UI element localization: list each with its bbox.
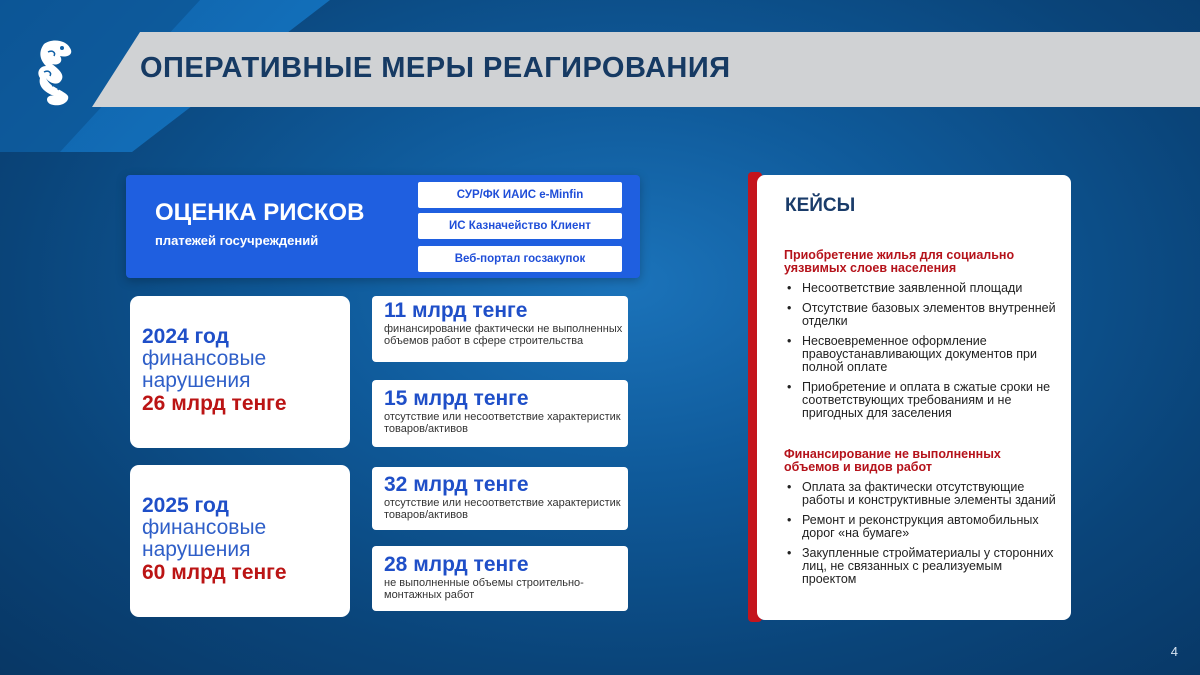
cases-title: КЕЙСЫ	[785, 195, 856, 216]
amount-desc: финансирование фактически не выполненных объемов работ в сфере строительства	[384, 323, 623, 347]
risk-assessment-box	[126, 175, 640, 278]
cases-panel	[757, 175, 1071, 620]
page-title: ОПЕРАТИВНЫЕ МЕРЫ РЕАГИРОВАНИЯ	[140, 52, 731, 84]
case-list	[785, 282, 1059, 420]
case-item: • Оплата за фактически отсутствующие работы и конструктивные элементы зданий	[785, 481, 1059, 507]
system-badge-treasury: ИС Казначейство Клиент	[418, 213, 622, 239]
year-label: 2025 год	[142, 494, 229, 517]
amount-card	[372, 380, 628, 447]
amount-value: 11 млрд тенге	[384, 299, 528, 322]
year-card-2025	[130, 465, 350, 617]
case-heading: Финансирование не выполненных объемов и видов работ	[784, 447, 1001, 474]
case-item: • Отсутствие базовых элементов внутренней отделки	[785, 302, 1059, 328]
system-badge-eminfin: СУР/ФК ИАИС e-Minfin	[418, 182, 622, 208]
case-heading: Приобретение жилья для социально уязвимых слоев населения	[784, 248, 1015, 275]
risk-subtitle: платежей госучреждений	[155, 233, 319, 248]
year-amount: 60 млрд тенге	[142, 561, 287, 584]
amount-desc: отсутствие или несоответствие характеристик товаров/активов	[384, 411, 621, 435]
page-number: 4	[1170, 644, 1178, 659]
snow-leopard-logo-icon	[30, 38, 80, 110]
year-desc: финансовые	[142, 347, 267, 370]
amount-card	[372, 467, 628, 530]
year-label: 2024 год	[142, 325, 229, 348]
amount-card	[372, 296, 628, 362]
year-card-2024	[130, 296, 350, 448]
risk-title: ОЦЕНКА РИСКОВ	[155, 199, 365, 226]
amount-value: 15 млрд тенге	[384, 387, 529, 410]
year-desc: нарушения	[142, 538, 251, 561]
year-desc: нарушения	[142, 369, 251, 392]
amount-value: 28 млрд тенге	[384, 553, 529, 576]
year-desc: финансовые	[142, 516, 267, 539]
case-item: • Приобретение и оплата в сжатые сроки не соответствующих требованиям и не пригодных для заселения	[785, 381, 1059, 420]
amount-value: 32 млрд тенге	[384, 473, 529, 496]
case-item: • Несоответствие заявленной площади	[785, 282, 1059, 295]
case-item: • Ремонт и реконструкция автомобильных дорог «на бумаге»	[785, 514, 1059, 540]
year-amount: 26 млрд тенге	[142, 392, 287, 415]
case-list	[785, 481, 1059, 586]
amount-card	[372, 546, 628, 611]
case-item: • Несвоевременное оформление правоустанавливающих документов при полной оплате	[785, 335, 1059, 374]
amount-desc: отсутствие или несоответствие характеристик товаров/активов	[384, 497, 621, 521]
amount-desc: не выполненные объемы строительно-монтажных работ	[384, 577, 584, 601]
system-badge-procurement: Веб-портал госзакупок	[418, 246, 622, 272]
case-item: • Закупленные стройматериалы у сторонних лиц, не связанных с реализуемым проектом	[785, 547, 1059, 586]
